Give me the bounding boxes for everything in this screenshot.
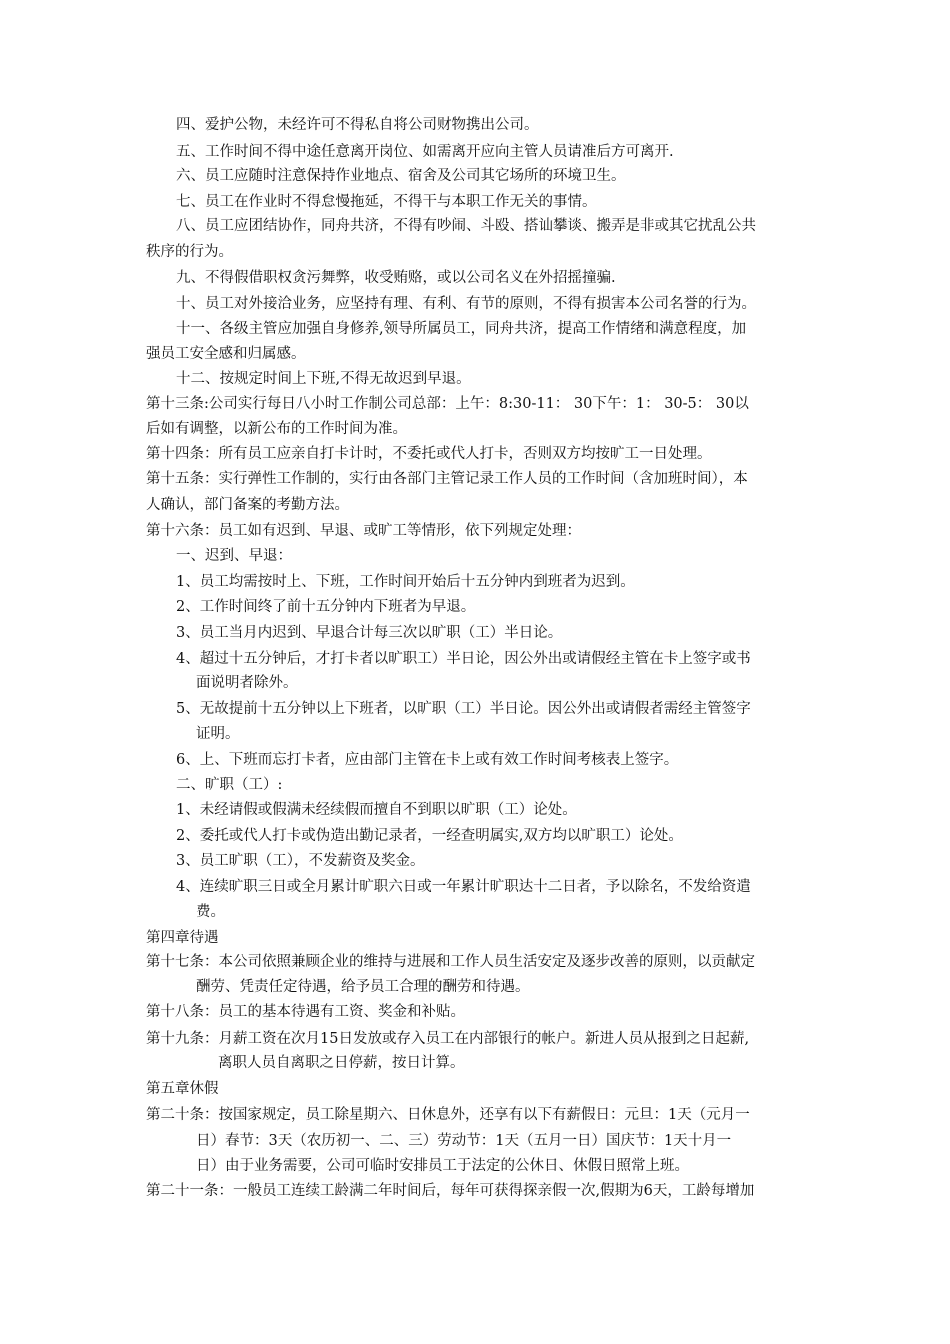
article-line: 第十五条：实行弹性工作制的，实行由各部门主管记录工作人员的工作时间（含加班时间），本 [146,471,748,487]
list-item: 4、连续旷职三日或全月累计旷职六日或一年累计旷职达十二日者，予以除名，不发给资遣 [176,879,751,895]
text-line: 八、员工应团结协作，同舟共济，不得有吵闹、斗殴、搭讪攀谈、搬弄是非或其它扰乱公共 [176,218,756,234]
text-line: 十、员工对外接洽业务，应坚持有理、有利、有节的原则，不得有损害本公司名誉的行为。 [176,296,756,312]
text-line: 人确认，部门备案的考勤方法。 [146,497,349,513]
list-item: 1、未经请假或假满未经续假而擅自不到职以旷职（工）论处。 [176,802,577,818]
list-item: 4、超过十五分钟后，才打卡者以旷职工）半日论，因公外出或请假经主管在卡上签字或书 [176,651,751,667]
text-line: 日）春节：3天（农历初一、二、三）劳动节：1天（五月一日）国庆节：1天十月一 [196,1133,732,1149]
section-heading: 一、迟到、早退： [176,548,292,564]
section-heading: 二、旷职（工）: [176,777,283,793]
text-line: 日）由于业务需要，公司可临时安排员工于法定的公休日、休假日照常上班。 [196,1158,689,1174]
list-item: 3、员工旷职（工），不发薪资及奖金。 [176,853,425,869]
list-item-continuation: 费。 [196,904,225,920]
text-line: 强员工安全感和归属感。 [146,346,306,362]
list-item: 6、上、下班而忘打卡者，应由部门主管在卡上或有效工作时间考核表上签字。 [176,752,679,768]
text-line: 四、爱护公物，未经许可不得私自将公司财物携出公司。 [176,117,539,133]
list-item: 3、员工当月内迟到、早退合计每三次以旷职（工）半日论。 [176,625,563,641]
article-line: 第十八条：员工的基本待遇有工资、奖金和补贴。 [146,1004,465,1020]
text-line: 七、员工在作业时不得怠慢拖延，不得干与本职工作无关的事情。 [176,194,597,210]
list-item: 1、员工均需按时上、下班，工作时间开始后十五分钟内到班者为迟到。 [176,574,635,590]
chapter-heading: 第四章待遇 [146,930,219,946]
text-line: 十二、按规定时间上下班,不得无故迟到早退。 [176,371,471,387]
list-item-continuation: 证明。 [196,726,240,742]
text-line: 后如有调整，以新公布的工作时间为准。 [146,421,407,437]
chapter-heading: 第五章休假 [146,1081,219,1097]
text-line: 秩序的行为。 [146,244,233,260]
text-line: 六、员工应随时注意保持作业地点、宿舍及公司其它场所的环境卫生。 [176,168,626,184]
text-line: 五、工作时间不得中途任意离开岗位、如需离开应向主管人员请准后方可离开. [176,144,674,160]
article-line: 第二十一条：一般员工连续工龄满二年时间后，每年可获得探亲假一次,假期为6天，工龄每增加 [146,1183,755,1199]
article-line: 第十三条:公司实行每日八小时工作制公司总部：上午：8:30-11： 30下午：1： 30-5： 30以 [146,396,749,412]
list-item-continuation: 面说明者除外。 [196,675,298,691]
list-item: 2、委托或代人打卡或伪造出勤记录者，一经查明属实,双方均以旷职工）论处。 [176,828,683,844]
article-line: 第十七条：本公司依照兼顾企业的维持与进展和工作人员生活安定及逐步改善的原则，以贡献定 [146,954,755,970]
list-item: 2、工作时间终了前十五分钟内下班者为早退。 [176,599,476,615]
article-line: 第十九条：月薪工资在次月15日发放或存入员工在内部银行的帐户。新进人员从报到之日起薪, [146,1031,750,1047]
article-line: 第二十条：按国家规定，员工除星期六、日休息外，还享有以下有薪假日：元旦：1天（元月一 [146,1107,750,1123]
text-line: 十一、各级主管应加强自身修养,领导所属员工，同舟共济，提高工作情绪和满意程度，加 [176,321,747,337]
article-line: 第十四条：所有员工应亲自打卡计时，不委托或代人打卡，否则双方均按旷工一日处理。 [146,446,712,462]
text-line: 九、不得假借职权贪污舞弊，收受贿赂，或以公司名义在外招摇撞骗. [176,270,616,286]
list-item: 5、无故提前十五分钟以上下班者，以旷职（工）半日论。因公外出或请假者需经主管签字 [176,701,751,717]
article-line: 第十六条：员工如有迟到、早退、或旷工等情形，依下列规定处理： [146,523,581,539]
text-line: 离职人员自离职之日停薪，按日计算。 [218,1055,465,1071]
text-line: 酬劳、凭责任定待遇，给予员工合理的酬劳和待遇。 [196,979,530,995]
